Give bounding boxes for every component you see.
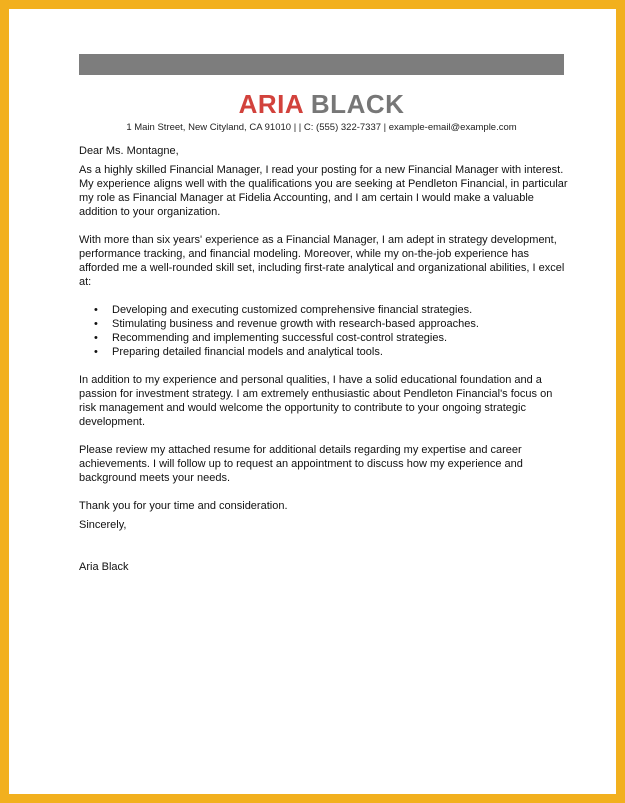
closing-line: Sincerely, (79, 519, 127, 531)
first-name: ARIA (238, 89, 304, 119)
header-bar (79, 54, 564, 75)
list-item (79, 303, 569, 317)
skill-text: Stimulating business and revenue growth with research-based approaches. (112, 318, 479, 330)
skill-text: Preparing detailed financial models and analytical tools. (112, 346, 383, 358)
thanks-line: Thank you for your time and consideration. (79, 500, 288, 512)
paragraph-experience: With more than six years' experience as a Financial Manager, I am adept in strategy development, performance tracking, and financial modeling. Moreover, while my on-the-job experience has afforded me a well-rounded skill set, including first-rate analytical and organizational abilities, I excel at: (79, 234, 565, 288)
paragraph-followup: Please review my attached resume for additional details regarding my expertise and career achievements. I will follow up to request an appointment to discuss how my experience and background meets your needs. (79, 444, 523, 484)
bullet-icon: • (94, 318, 98, 330)
contact-line: 1 Main Street, New Cityland, CA 91010 | | C: (555) 322-7337 | example-email@example.com (126, 122, 517, 133)
greeting: Dear Ms. Montagne, (79, 145, 179, 157)
letter-body (79, 144, 569, 574)
list-item (79, 331, 569, 345)
skill-text: Developing and executing customized comprehensive financial strategies. (112, 304, 473, 316)
list-item (79, 345, 569, 359)
skills-list (79, 303, 569, 359)
list-item (79, 317, 569, 331)
applicant-name (9, 89, 625, 119)
skill-text: Recommending and implementing successful cost-control strategies. (112, 332, 448, 344)
paragraph-intro: As a highly skilled Financial Manager, I read your posting for a new Financial Manager with interest. My experience aligns well with the qualifications you are seeking at Pendleton Financial, in particular my role as Financial Manager at Fidelia Accounting, and I am certain I would make a valuable addition to your organization. (79, 164, 568, 218)
bullet-icon: • (94, 346, 98, 358)
bullet-icon: • (94, 304, 98, 316)
last-name: BLACK (310, 89, 405, 119)
signature: Aria Black (79, 561, 129, 573)
bullet-icon: • (94, 332, 98, 344)
paragraph-education: In addition to my experience and personal qualities, I have a solid educational foundation and a passion for investment strategy. I am extremely enthusiastic about Pendleton Financial's focus on risk management and would welcome the opportunity to contribute to your ongoing strategic development. (79, 374, 553, 428)
